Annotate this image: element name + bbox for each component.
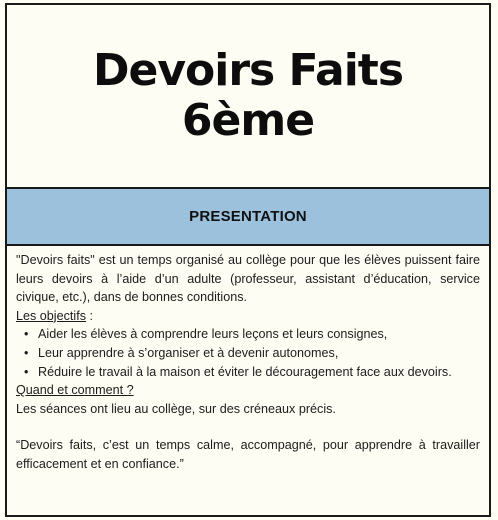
list-item-text: Leur apprendre à s’organiser et à devenir autonomes, [38,345,339,360]
list-item [24,325,480,344]
document-title-line-2: 6ème [181,95,315,146]
bullet-icon: • [24,327,29,342]
objectifs-list [16,325,480,381]
spacer [16,418,480,436]
body-content [7,246,489,474]
list-item-text: Aider les élèves à comprendre leurs leçons et leurs consignes, [38,327,388,342]
banner-label: PRESENTATION [189,208,307,225]
document-title-line-1: Devoirs Faits [92,45,404,96]
quote-paragraph: “Devoirs faits, c’est un temps calme, accompagné, pour apprendre à travailler efficacement et en confiance.” [16,438,480,471]
document-card [5,3,491,517]
list-item [24,363,480,382]
section-banner [7,189,489,246]
bullet-icon: • [24,364,29,379]
objectifs-heading-suffix: : [86,308,94,323]
title-section [7,5,489,189]
objectifs-heading-line [16,307,480,326]
objectifs-heading: Les objectifs [16,308,87,323]
list-item [24,344,480,363]
list-item-text: Réduire le travail à la maison et éviter le découragement face aux devoirs. [38,364,452,379]
quand-paragraph: Les séances ont lieu au collège, sur des créneaux précis. [16,401,336,416]
intro-paragraph: "Devoirs faits" est un temps organisé au collège pour que les élèves puissent faire leurs devoirs à l’aide d’un adulte (professeur, assistant d’éducation, service civique, etc.), dans de bonnes conditions. [16,253,480,305]
quand-heading: Quand et comment ? [16,383,134,398]
bullet-icon: • [24,345,29,360]
